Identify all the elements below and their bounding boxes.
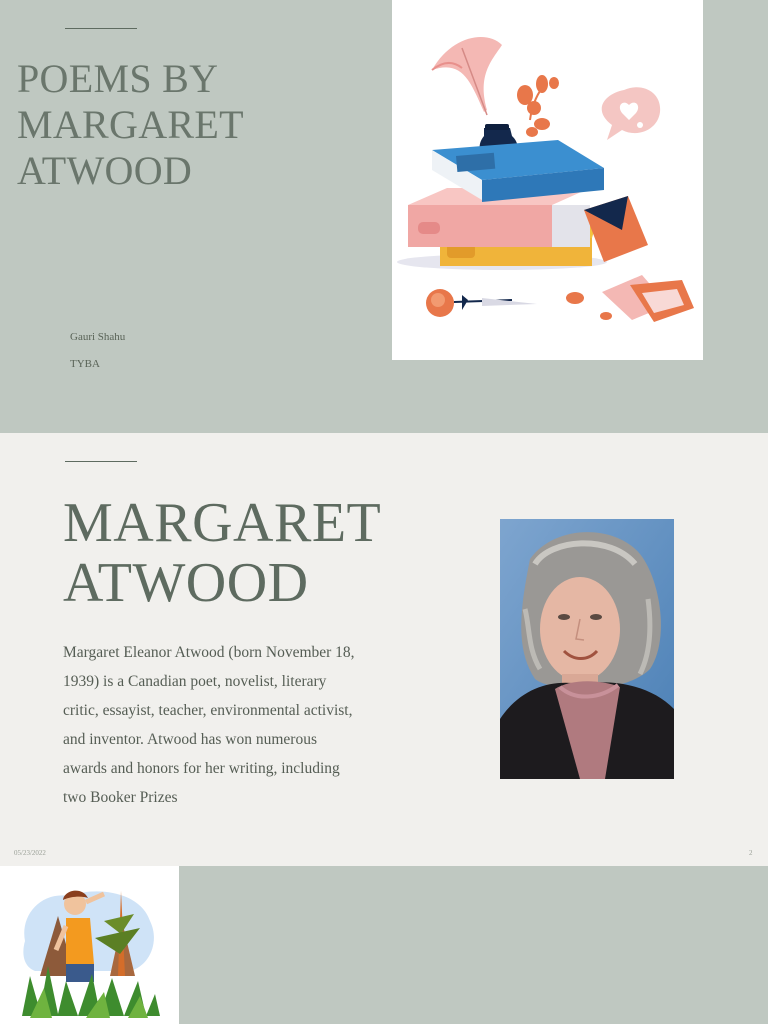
bio-title-line1: MARGARET bbox=[63, 492, 382, 554]
bio-title bbox=[63, 493, 423, 613]
books-illustration-card bbox=[392, 0, 703, 360]
title-slide bbox=[0, 0, 768, 433]
author-name: Gauri Shahu bbox=[70, 331, 126, 343]
books-inkwell-quill-illustration bbox=[392, 0, 703, 360]
title-rule bbox=[65, 28, 137, 29]
forest-illustration-card bbox=[0, 866, 179, 1024]
biography-slide bbox=[0, 433, 768, 866]
boy-in-forest-illustration bbox=[0, 866, 179, 1024]
quill-icon bbox=[432, 37, 502, 112]
next-slide bbox=[0, 866, 768, 1024]
author-photo bbox=[500, 519, 674, 779]
slide-date: 05/23/2022 bbox=[14, 849, 46, 857]
bio-title-line2: ATWOOD bbox=[63, 552, 309, 614]
bio-paragraph: Margaret Eleanor Atwood (born November 18, 1939) is a Canadian poet, novelist, literary critic, essayist, teacher, environmental activist, and inventor. Atwood has won numerous awards and honors for her writing, including two Booker Prizes bbox=[63, 644, 355, 806]
presentation-title: POEMS BY MARGARET ATWOOD bbox=[17, 56, 244, 193]
class-name: TYBA bbox=[70, 358, 100, 370]
section-rule bbox=[65, 461, 137, 462]
margaret-atwood-portrait bbox=[500, 519, 674, 779]
page-number: 2 bbox=[749, 849, 753, 857]
